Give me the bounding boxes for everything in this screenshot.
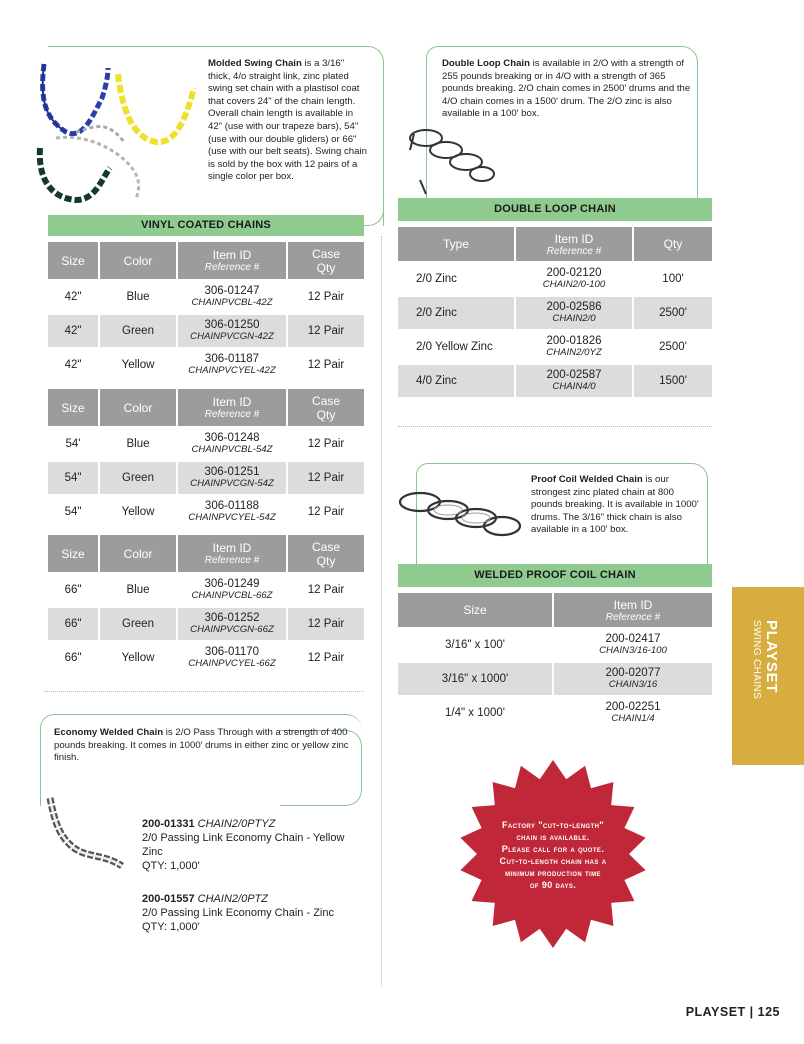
col-item-id: Item ID Reference # (178, 242, 288, 279)
col-color: Color (100, 242, 178, 279)
table-row: 66" Blue 306-01249 CHAINPVCBL-66Z 12 Pair (48, 572, 364, 606)
molded-chain-name: Molded Swing Chain (208, 58, 302, 69)
table-row: 2/0 Zinc 200-02120 CHAIN2/0-100 100' (398, 261, 712, 295)
economy-description: Economy Welded Chain is 2/O Pass Through with a strength of 400 pounds breaking. It comes in 1000' drums in either zinc or yellow zinc finish. (54, 727, 349, 764)
proof-coil-table: Size Item ID Reference # 3/16" x 100' 200-02417 CHAIN3/16-100 3/16" x 1000' 200-02077 CHAIN3/16 1/4" x 1000' 200-02251 CHAIN1/4 (398, 593, 712, 729)
table-row: 4/0 Zinc 200-02587 CHAIN4/0 1500' (398, 363, 712, 397)
table-row: 2/0 Yellow Zinc 200-01826 CHAIN2/0YZ 2500' (398, 329, 712, 363)
vinyl-chain-image (36, 58, 202, 208)
table-row: 66" Yellow 306-01170 CHAINPVCYEL-66Z 12 Pair (48, 640, 364, 674)
economy-product-2: 200-01557 CHAIN2/0PTZ 2/0 Passing Link Economy Chain - Zinc QTY: 1,000' (142, 893, 334, 933)
double-loop-title: DOUBLE LOOP CHAIN (398, 198, 712, 221)
divider-right (398, 426, 712, 427)
table-row: 42" Blue 306-01247 CHAINPVCBL-42Z 12 Pair (48, 279, 364, 313)
proof-coil-chain-image (398, 484, 526, 548)
section-tab-text (740, 620, 796, 740)
double-loop-description: Double Loop Chain is available in 2/O with a strength of 255 pounds breaking or in 4/O with a strength of 365 pounds breaking. 2/O chain comes in 2500' drums and the 4/O chain comes in a 1500' drum. The 2/O zinc is also available in a 100' box. (442, 58, 691, 120)
vinyl-coated-title: VINYL COATED CHAINS (48, 215, 364, 236)
double-loop-name: Double Loop Chain (442, 58, 530, 69)
divider-left (44, 691, 364, 692)
table-row: 1/4" x 1000' 200-02251 CHAIN1/4 (398, 695, 712, 729)
table-row: 2/0 Zinc 200-02586 CHAIN2/0 2500' (398, 295, 712, 329)
double-loop-table: Type Item ID Reference # Qty 2/0 Zinc 200-02120 CHAIN2/0-100 100' 2/0 Zinc 200-02586 CHAIN2/0 2500' 2/0 Yellow Zinc 200-01826 CHAIN2/0YZ 2500' 4/0 Zinc 200-02587 CHAIN4/0 1500' (398, 227, 712, 397)
economy-chain-name: Economy Welded Chain (54, 727, 164, 738)
table-row: 54" Yellow 306-01188 CHAINPVCYEL-54Z 12 Pair (48, 494, 364, 528)
molded-chain-text: is a 3/16" thick, 4/o straight link, zinc plated swing set chain with a plastisol coat that covers 24" of the chain length. Overall chain length is available in 42" (use with our trapeze bars), 54" (use with our double gliders) or 66" (use with our belt seats). Swing chain is sold by the box with 12 pairs of a single color per box. (208, 58, 367, 183)
table-row: 42" Yellow 306-01187 CHAINPVCYEL-42Z 12 Pair (48, 347, 364, 381)
economy-product-1: 200-01331 CHAIN2/0PTYZ 2/0 Passing Link Economy Chain - Yellow Zinc QTY: 1,000' (142, 818, 345, 872)
cut-to-length-note: Factory "cut-to-length" chain is available. Please call for a quote. Cut-to-length chain has a minimum production time of 90 days. (499, 820, 607, 890)
table-row: 3/16" x 1000' 200-02077 CHAIN3/16 (398, 661, 712, 695)
vinyl-table-2: Size Color Item ID Reference # Case Qty 54' Blue 306-01248 CHAINPVCBL-54Z 12 Pair 54" Green 306-01251 CHAINPVCGN-54Z 12 Pair 54" Yellow 306-01188 CHAINPVCYEL-54Z 12 Pair (48, 389, 364, 528)
economy-chain-image (44, 792, 130, 872)
molded-chain-description (208, 58, 368, 184)
section-tab-title: PLAYSET (763, 620, 780, 694)
yellow-chain (118, 74, 194, 142)
table-row: 66" Green 306-01252 CHAINPVCGN-66Z 12 Pair (48, 606, 364, 640)
section-tab-subtitle: SWING CHAINS (751, 620, 762, 700)
divider-vertical (381, 236, 382, 986)
table-row: 54" Green 306-01251 CHAINPVCGN-54Z 12 Pair (48, 460, 364, 494)
vinyl-table-3: Size Color Item ID Reference # Case Qty 66" Blue 306-01249 CHAINPVCBL-66Z 12 Pair 66" Green 306-01252 CHAINPVCGN-66Z 12 Pair 66" Yellow 306-01170 CHAINPVCYEL-66Z 12 Pair (48, 535, 364, 674)
col-case-qty: Case Qty (288, 242, 364, 279)
proof-coil-name: Proof Coil Welded Chain (531, 474, 643, 485)
table-row: 3/16" x 100' 200-02417 CHAIN3/16-100 (398, 627, 712, 661)
blue-chain (43, 64, 108, 134)
table-row: 42" Green 306-01250 CHAINPVCGN-42Z 12 Pair (48, 313, 364, 347)
col-size: Size (48, 242, 100, 279)
table-row: 54' Blue 306-01248 CHAINPVCBL-54Z 12 Pair (48, 426, 364, 460)
proof-coil-description: Proof Coil Welded Chain is our strongest zinc plated chain at 800 pounds breaking. It is available in 1000' drums. The 3/16" thick chain is also available in a 100' box. (531, 474, 699, 536)
page-footer: PLAYSET | 125 (685, 1005, 780, 1019)
vinyl-table-1 (48, 242, 364, 381)
green-chain (40, 148, 110, 200)
proof-coil-title: WELDED PROOF COIL CHAIN (398, 564, 712, 587)
double-loop-chain-image (404, 120, 500, 196)
